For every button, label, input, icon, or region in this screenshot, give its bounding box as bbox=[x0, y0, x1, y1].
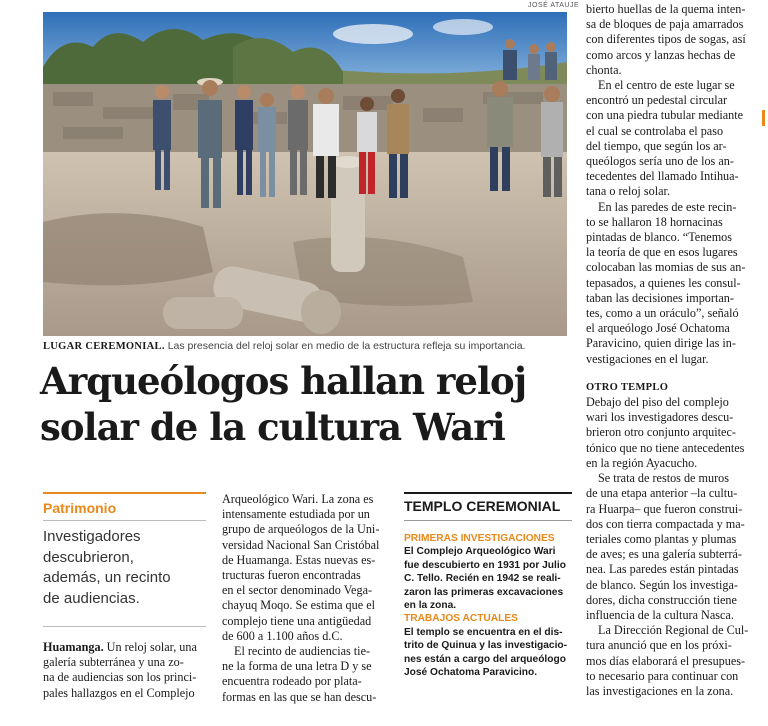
box-title: TEMPLO CEREMONIAL bbox=[404, 498, 561, 514]
body-line: vestigaciones en el lugar. bbox=[586, 351, 709, 366]
box-line: fue descubierto en 1931 por Julio bbox=[404, 559, 566, 571]
body-line: encuentra rodeado por plata- bbox=[222, 674, 362, 689]
body-line: dores, dicha construcción tiene bbox=[586, 592, 737, 607]
body-line: tura anunció que en los próxi- bbox=[586, 638, 732, 653]
body-line: grupo de arqueólogos de la Uni- bbox=[222, 522, 380, 537]
body-line: nea. Las paredes están pintadas bbox=[586, 562, 739, 577]
body-line: tónico que no tiene antecedentes bbox=[586, 440, 745, 455]
section-label: Patrimonio bbox=[43, 500, 117, 516]
headline-line-2: solar de la cultura Wari bbox=[40, 405, 505, 449]
section-rule bbox=[43, 492, 206, 494]
body-line: chayuq Moqo. Se estima que el bbox=[222, 598, 375, 613]
body-line: de una etapa anterior –la cultu- bbox=[586, 486, 738, 501]
dateline: Huamanga. bbox=[43, 640, 104, 654]
deck bbox=[43, 527, 213, 609]
article-column-1 bbox=[43, 640, 213, 701]
body-line: ne la forma de una letra D y se bbox=[222, 659, 372, 674]
box-line: trito de Quinua y las investigacio- bbox=[404, 640, 568, 652]
body-line: El recinto de audiencias tie- bbox=[234, 644, 371, 659]
box-line: El Complejo Arqueológico Wari bbox=[404, 546, 556, 558]
body-line: tecedentes del llamado Intihua- bbox=[586, 169, 739, 184]
body-line: pales hallazgos en el Complejo bbox=[43, 685, 195, 700]
body-line: tana o reloj solar. bbox=[586, 184, 670, 199]
body-line: influencia de la cultura Nasca. bbox=[586, 607, 734, 622]
body-line: queólogos sería uno de los an- bbox=[586, 154, 734, 169]
box-line: C. Tello. Recién en 1942 se reali- bbox=[404, 573, 561, 585]
body-line: versidad Nacional San Cristóbal bbox=[222, 537, 380, 552]
body-line: na de audiencias son los princi- bbox=[43, 670, 197, 685]
body-line: complejo tiene una antigüedad bbox=[222, 613, 372, 628]
caption-text: Las presencia del reloj solar en medio de la estructura refleja su importancia. bbox=[167, 340, 526, 352]
box-subhead: PRIMERAS INVESTIGACIONES bbox=[404, 533, 555, 544]
body-line: sa de bloques de paja amarrados bbox=[586, 17, 744, 32]
body-line: Arqueológico Wari. La zona es bbox=[222, 492, 374, 506]
section-divider bbox=[43, 520, 206, 521]
caption-label: LUGAR CEREMONIAL. bbox=[43, 341, 165, 352]
body-line: de 600 a 1.100 años d.C. bbox=[222, 628, 343, 643]
body-line: tructuras fueron encontradas bbox=[222, 568, 361, 583]
box-line: nes están a cargo del arqueólogo bbox=[404, 653, 566, 665]
body-line: Un reloj solar, una bbox=[103, 640, 197, 654]
body-line: Paravicino, quien dirige las in- bbox=[586, 336, 736, 351]
subhead-otro-templo: OTRO TEMPLO bbox=[586, 381, 669, 393]
body-line: colocaban las momias de sus an- bbox=[586, 260, 746, 275]
body-line: como arcos y lanzas hechas de bbox=[586, 47, 736, 62]
body-line: en el sector denominado Vega- bbox=[222, 583, 373, 598]
body-line: ra Huarpa– que fueron construi- bbox=[586, 501, 743, 516]
deck-line: Investigadores bbox=[43, 528, 141, 545]
body-line: el cual se controlaba el paso bbox=[586, 123, 724, 138]
body-line: taban las decisiones importan- bbox=[586, 290, 734, 305]
body-line: formas en las que se han descu- bbox=[222, 689, 377, 704]
article-column-4 bbox=[586, 2, 758, 699]
body-line: la teoría de que en esos lugares bbox=[586, 245, 738, 260]
box-line: en la zona. bbox=[404, 600, 457, 612]
body-line: con diferentes tipos de sogas, así bbox=[586, 32, 746, 47]
body-line: mos días elaborará el presupues- bbox=[586, 653, 746, 668]
body-line: La Dirección Regional de Cul- bbox=[598, 623, 749, 638]
ceremonial-site-photo bbox=[43, 12, 567, 336]
deck-line: además, un recinto bbox=[43, 569, 171, 586]
body-line: tepasados, a quienes les consul- bbox=[586, 275, 741, 290]
deck-line: descubrieron, bbox=[43, 548, 134, 566]
body-line: En las paredes de este recin- bbox=[598, 199, 737, 214]
body-line: Se trata de restos de muros bbox=[598, 471, 729, 486]
headline-line-1: Arqueólogos hallan reloj bbox=[40, 359, 527, 403]
adjacent-column-accent bbox=[762, 110, 765, 126]
body-line: wari los investigadores descu- bbox=[586, 410, 734, 425]
info-box bbox=[404, 532, 574, 679]
article-column-2 bbox=[222, 492, 392, 705]
body-line: to necesario para continuar con bbox=[586, 668, 739, 683]
body-line: pintadas de blanco. “Tenemos bbox=[586, 230, 733, 245]
body-line: chonta. bbox=[586, 62, 622, 77]
body-line: En el centro de este lugar se bbox=[598, 78, 735, 93]
body-line: de Huamanga. Estas nuevas es- bbox=[222, 552, 376, 567]
body-line: dos con tierra compactada y ma- bbox=[586, 516, 745, 531]
body-line: el arqueólogo José Ochatoma bbox=[586, 321, 730, 336]
body-line: de aves; es una galería subterrá- bbox=[586, 547, 742, 562]
body-line: las investigaciones en la zona. bbox=[586, 683, 734, 698]
headline bbox=[40, 358, 580, 450]
body-line: con una piedra tubular mediante bbox=[586, 108, 744, 123]
body-line: Debajo del piso del complejo bbox=[586, 395, 729, 410]
box-line: José Ochatoma Paravicino. bbox=[404, 667, 538, 679]
box-subhead: TRABAJOS ACTUALES bbox=[404, 613, 518, 625]
photo-caption bbox=[43, 340, 573, 352]
body-line: intensamente estudiada por un bbox=[222, 507, 370, 522]
deck-line: de audiencias. bbox=[43, 589, 140, 607]
body-line: galería subterránea y una zo- bbox=[43, 655, 184, 670]
body-line: bierto huellas de la quema inten- bbox=[586, 2, 746, 16]
deck-divider bbox=[43, 626, 206, 627]
body-line: encontró un pedestal circular bbox=[586, 93, 728, 108]
body-line: de blanco. Según los investiga- bbox=[586, 577, 738, 592]
body-line: brieron otro conjunto arquitec- bbox=[586, 425, 736, 440]
body-line: en la región Ayacucho. bbox=[586, 455, 698, 470]
body-line: del tiempo, que según los ar- bbox=[586, 138, 727, 153]
photo-credit: JOSÉ ATAUJE bbox=[528, 2, 580, 9]
box-rule-top bbox=[404, 492, 572, 494]
box-divider bbox=[404, 520, 572, 521]
box-line: zaron las primeras excavaciones bbox=[404, 586, 564, 598]
box-line: El templo se encuentra en el dis- bbox=[404, 626, 563, 638]
body-line: tes, como a un oráculo”, señaló bbox=[586, 306, 739, 321]
body-line: teriales como plantas y plumas bbox=[586, 531, 737, 546]
body-line: to se hallaron 18 hornacinas bbox=[586, 214, 723, 229]
